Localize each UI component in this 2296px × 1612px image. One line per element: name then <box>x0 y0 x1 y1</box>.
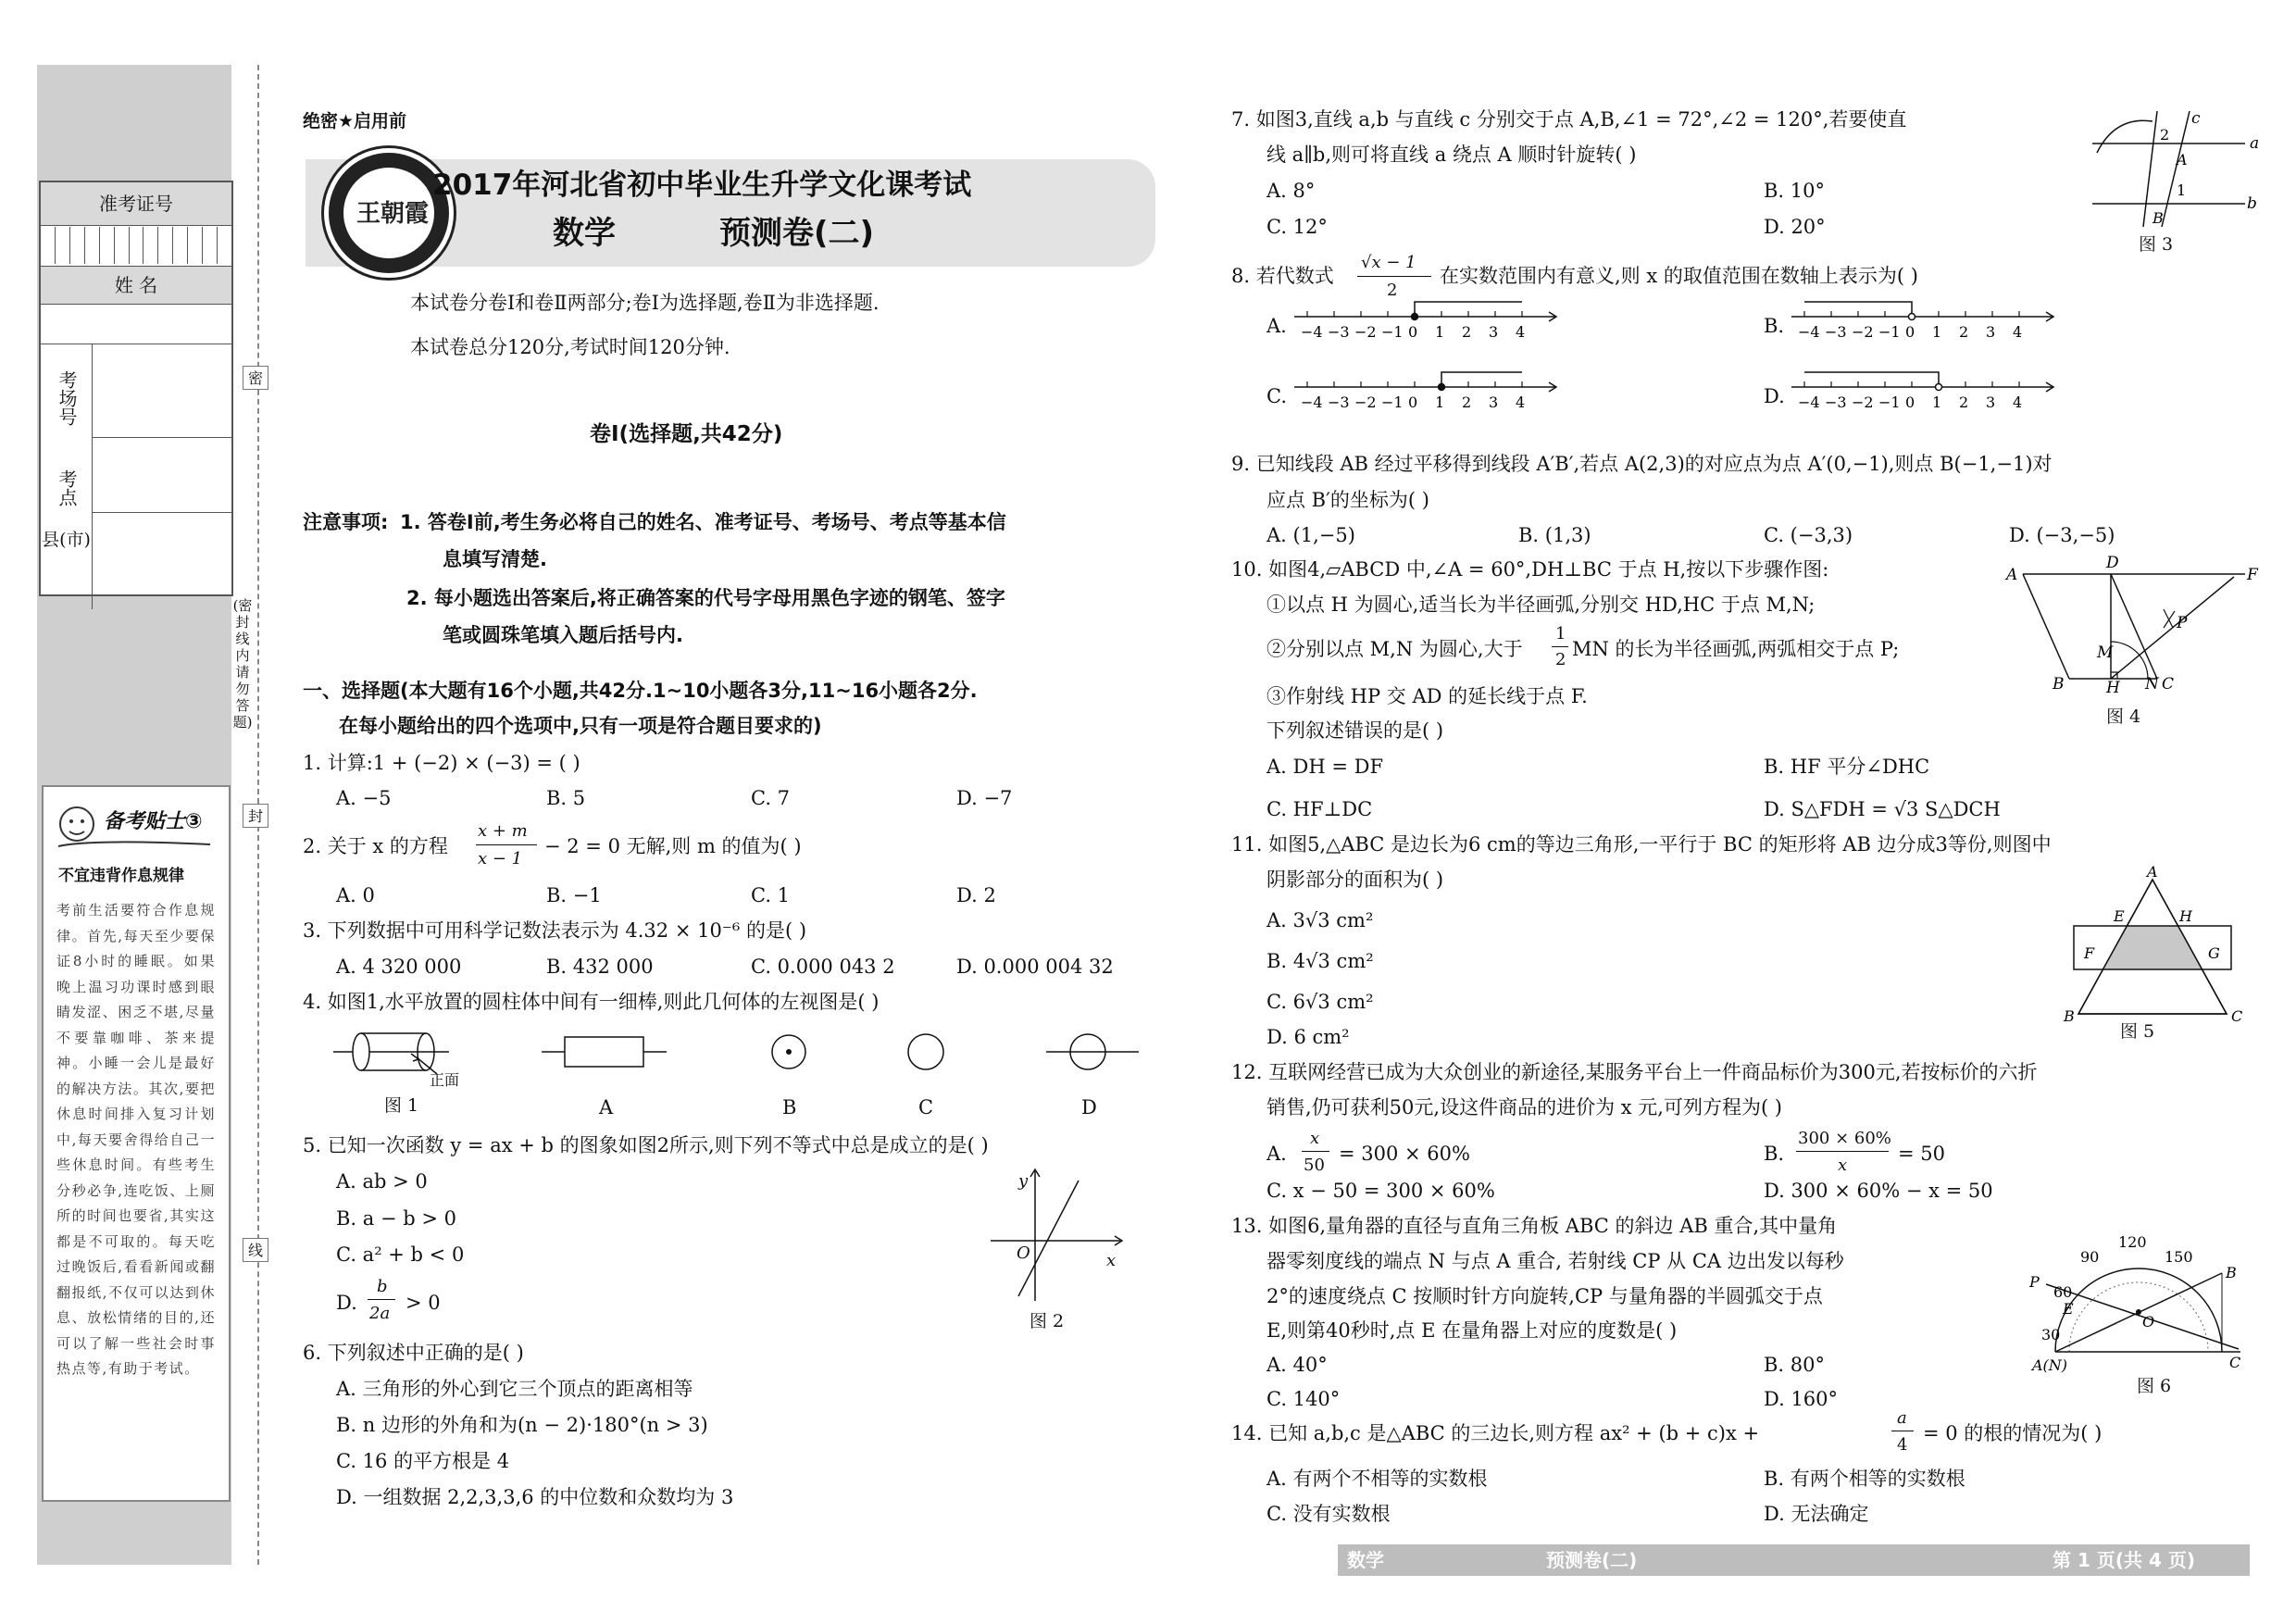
q4-stem: 4. 如图1,水平放置的圆柱体中间有一细棒,则此几何体的左视图是( ) <box>303 991 880 1013</box>
svg-text:A(N): A(N) <box>2032 1356 2068 1374</box>
svg-text:G: G <box>2208 944 2220 962</box>
q10-option-d: D. S△FDH = √3 S△DCH <box>1764 798 2001 820</box>
svg-text:P: P <box>2029 1273 2040 1291</box>
tip-heading: 不宜违背作息规律 <box>58 867 184 885</box>
svg-text:H: H <box>2106 679 2120 693</box>
notice-2b: 笔或圆珠笔填入题后括号内. <box>443 624 683 646</box>
svg-text:E: E <box>2114 907 2125 925</box>
q6-option-b: B. n 边形的外角和为(n − 2)·180°(n > 3) <box>336 1414 708 1436</box>
q11-option-d: D. 6 cm² <box>1267 1026 1350 1048</box>
site-field[interactable] <box>93 438 231 513</box>
q3-option-c: C. 0.000 043 2 <box>751 956 895 978</box>
number-line-tick-label: 3 <box>1489 394 1499 411</box>
svg-text:B: B <box>2053 675 2065 693</box>
q7-stem-1: 7. 如图3,直线 a,b 与直线 c 分别交于点 A,B,∠1 = 72°,∠2 = 120°,若要使直 <box>1231 108 1907 131</box>
intro-line-1: 本试卷分卷Ⅰ和卷Ⅱ两部分;卷Ⅰ为选择题,卷Ⅱ为非选择题. <box>410 292 880 314</box>
q7-figure-3 <box>2088 106 2259 236</box>
footer-paper: 预测卷(二) <box>1546 1549 1638 1571</box>
number-line-tick-label: 4 <box>1516 394 1526 411</box>
number-line-tick-label: −1 <box>1878 323 1901 341</box>
svg-text:90: 90 <box>2080 1248 2100 1266</box>
name-label: 姓 名 <box>41 266 231 305</box>
svg-text:H: H <box>2179 907 2192 925</box>
q3-option-b: B. 432 000 <box>546 956 654 978</box>
svg-text:A: A <box>2147 866 2158 881</box>
q13-figure-6 <box>2028 1208 2250 1380</box>
q5-d-den: 2a <box>369 1304 391 1323</box>
number-line-tick-label: 2 <box>1462 394 1472 411</box>
number-line-tick-label: 1 <box>1435 323 1445 341</box>
q5-axis-x: x <box>1106 1251 1117 1270</box>
q10-step-2-post: MN 的长为半径画弧,两弧相交于点 P; <box>1572 638 1900 660</box>
q2-option-a: A. 0 <box>336 884 375 906</box>
number-line-tick-label: 1 <box>1932 323 1942 341</box>
q9-stem-2: 应点 B′的坐标为( ) <box>1267 489 1429 511</box>
tip-title: 备考贴士③ <box>104 810 203 833</box>
notice-1a: 1. 答卷Ⅰ前,考生务必将自己的姓名、准考证号、考场号、考点等基本信 <box>400 511 1006 533</box>
q12-option-a-post: = 300 × 60% <box>1339 1143 1470 1165</box>
q14-stem-pre: 14. 已知 a,b,c 是△ABC 的三边长,则方程 ax² + (b + c)x + <box>1231 1422 1760 1444</box>
admission-label: 准考证号 <box>41 182 231 226</box>
number-line-tick-label: 0 <box>1905 323 1915 341</box>
q13-stem-3: 2°的速度绕点 C 按顺时针方向旋转,CP 与量角器的半圆弧交于点 <box>1267 1285 1823 1307</box>
number-line-tick-label: 1 <box>1435 394 1445 411</box>
seal-feng: 封 <box>243 804 268 828</box>
svg-text:B: B <box>2064 1007 2075 1023</box>
section-title: 卷Ⅰ(选择题,共42分) <box>590 422 783 446</box>
q5-d-num: b <box>377 1277 388 1296</box>
svg-text:B: B <box>2152 209 2164 227</box>
number-line-tick-label: 4 <box>1516 323 1526 341</box>
q8-option-a: A. <box>1267 315 1287 337</box>
q5-option-d-post: > 0 <box>406 1292 441 1314</box>
svg-text:1: 1 <box>2177 181 2187 199</box>
q4-fig-label: 图 1 <box>384 1095 419 1116</box>
q8-number-line-b <box>1791 298 2060 354</box>
q11-stem-1: 11. 如图5,△ABC 是边长为6 cm的等边三角形,一平行于 BC 的矩形将 AB 边分成3等份,则图中 <box>1231 833 2052 856</box>
q12-b-bar <box>1796 1151 1889 1152</box>
number-line-tick-label: −1 <box>1381 323 1404 341</box>
svg-text:F: F <box>2247 566 2258 584</box>
q10-frac-num: 1 <box>1555 624 1566 644</box>
number-line-tick-label: 2 <box>1462 323 1472 341</box>
q13-option-c: C. 140° <box>1267 1388 1341 1410</box>
q11-fig-label: 图 5 <box>2120 1021 2155 1042</box>
q13-stem-4: E,则第40秒时,点 E 在量角器上对应的度数是( ) <box>1267 1319 1678 1342</box>
q6-option-d: D. 一组数据 2,2,3,3,6 的中位数和众数均为 3 <box>336 1486 734 1508</box>
q4-front-label: 正面 <box>430 1071 460 1089</box>
q13-option-a: A. 40° <box>1267 1354 1328 1376</box>
q4-option-a: A <box>599 1096 614 1118</box>
q14-frac-den: 4 <box>1897 1435 1908 1455</box>
svg-text:C: C <box>2162 675 2175 693</box>
q5-option-c: C. a² + b < 0 <box>336 1243 465 1266</box>
q14-option-d: D. 无法确定 <box>1764 1503 1869 1525</box>
q2-option-c: C. 1 <box>751 884 791 906</box>
q8-number-line-c <box>1294 369 1563 424</box>
q11-figure-5 <box>2060 866 2245 1023</box>
svg-text:A: A <box>2006 566 2018 584</box>
q1-option-d: D. −7 <box>956 787 1013 809</box>
q12-b-den: x <box>1838 1156 1848 1175</box>
q8-frac-den: 2 <box>1387 281 1398 300</box>
q9-option-a: A. (1,−5) <box>1267 524 1355 546</box>
q11-option-c: C. 6√3 cm² <box>1267 991 1374 1013</box>
q8-frac-bar <box>1357 276 1431 277</box>
q12-b-num: 300 × 60% <box>1798 1129 1891 1148</box>
q12-stem-1: 12. 互联网经营已成为大众创业的新途径,某服务平台上一件商品标价为300元,若按标价的六折 <box>1231 1061 2038 1083</box>
q8-stem-pre: 8. 若代数式 <box>1231 265 1334 287</box>
page-footer <box>1338 1544 2250 1576</box>
candidate-info-box <box>39 181 233 596</box>
q5-option-d-pre: D. <box>336 1292 357 1314</box>
q10-fig-label: 图 4 <box>2106 706 2141 727</box>
q11-option-a: A. 3√3 cm² <box>1267 909 1374 931</box>
number-line-tick-label: 4 <box>2013 394 2023 411</box>
exam-paper: 预测卷(二) <box>719 215 875 252</box>
q2-frac-num: x + m <box>478 821 528 841</box>
admission-number-grid[interactable] <box>41 227 231 264</box>
number-line-tick-label: −1 <box>1878 394 1901 411</box>
q7-option-d: D. 20° <box>1764 216 1826 238</box>
q1-option-c: C. 7 <box>751 787 791 809</box>
county-label: 县(市) <box>41 513 93 609</box>
svg-text:C: C <box>2231 1007 2243 1023</box>
q5-d-bar <box>368 1299 395 1300</box>
q12-a-num: x <box>1310 1129 1320 1148</box>
q9-option-d: D. (−3,−5) <box>2009 524 2115 546</box>
footer-subject: 数学 <box>1347 1549 1384 1571</box>
svg-text:B: B <box>2226 1264 2237 1281</box>
q10-step-3: ③作射线 HP 交 AD 的延长线于点 F. <box>1267 685 1588 707</box>
part1-line-b: 在每小题给出的四个选项中,只有一项是符合题目要求的) <box>339 715 822 737</box>
svg-text:N: N <box>2145 675 2159 693</box>
number-line-tick-label: −4 <box>1798 394 1820 411</box>
q14-option-c: C. 没有实数根 <box>1267 1503 1391 1525</box>
number-line-tick-label: 3 <box>1489 323 1499 341</box>
svg-text:a: a <box>2250 134 2259 153</box>
q7-stem-2: 线 a∥b,则可将直线 a 绕点 A 顺时针旋转( ) <box>1267 144 1637 166</box>
q4-option-d: D <box>1081 1096 1097 1118</box>
q13-fig-label: 图 6 <box>2137 1376 2172 1396</box>
q14-frac-num: a <box>1897 1408 1907 1428</box>
q1-option-a: A. −5 <box>336 787 392 809</box>
svg-text:F: F <box>2084 944 2095 962</box>
svg-text:60: 60 <box>2053 1283 2073 1301</box>
number-line-tick-label: 1 <box>1932 394 1942 411</box>
q8-option-d: D. <box>1764 385 1785 407</box>
q5-figure-2 <box>981 1162 1129 1310</box>
intro-line-2: 本试卷总分120分,考试时间120分钟. <box>410 336 730 358</box>
number-line-tick-label: −3 <box>1825 323 1847 341</box>
q5-origin: O <box>1017 1243 1030 1263</box>
q7-option-a: A. 8° <box>1267 180 1316 202</box>
q13-option-d: D. 160° <box>1764 1388 1839 1410</box>
q12-a-bar <box>1302 1151 1329 1152</box>
q7-option-c: C. 12° <box>1267 216 1328 238</box>
q12-option-b-post: = 50 <box>1898 1143 1945 1165</box>
seal-mi: 密 <box>243 366 268 390</box>
number-line-tick-label: −4 <box>1301 323 1323 341</box>
q11-option-b: B. 4√3 cm² <box>1267 950 1374 972</box>
number-line-tick-label: 0 <box>1408 394 1418 411</box>
q8-option-c: C. <box>1267 385 1287 407</box>
room-field[interactable] <box>93 344 231 438</box>
q10-option-b: B. HF 平分∠DHC <box>1764 756 1930 778</box>
q4-option-c-figure <box>908 1034 943 1069</box>
q3-stem: 3. 下列数据中可用科学记数法表示为 4.32 × 10⁻⁶ 的是( ) <box>303 919 807 942</box>
q13-stem-2: 器零刻度线的端点 N 与点 A 重合, 若射线 CP 从 CA 边出发以每秒 <box>1267 1250 1844 1272</box>
q5-option-a: A. ab > 0 <box>336 1170 428 1193</box>
svg-text:2: 2 <box>2160 126 2170 144</box>
number-line-tick-label: 3 <box>1986 323 1996 341</box>
q3-option-a: A. 4 320 000 <box>336 956 462 978</box>
number-line-tick-label: −1 <box>1381 394 1404 411</box>
q3-option-d: D. 0.000 004 32 <box>956 956 1114 978</box>
notice-2a: 2. 每小题选出答案后,将正确答案的代号字母用黑色字迹的钢笔、签字 <box>406 587 1005 609</box>
notice-1b: 息填写清楚. <box>443 548 547 570</box>
svg-text:150: 150 <box>2165 1248 2193 1266</box>
q10-option-c: C. HF⊥DC <box>1267 798 1373 820</box>
q8-frac-num: √x − 1 <box>1361 253 1416 272</box>
svg-text:C: C <box>2229 1354 2241 1371</box>
number-line-tick-label: −4 <box>1301 394 1323 411</box>
q8-option-b: B. <box>1764 315 1785 337</box>
q10-option-a: A. DH = DF <box>1267 756 1384 778</box>
q13-stem-1: 13. 如图6,量角器的直径与直角三角板 ABC 的斜边 AB 重合,其中量角 <box>1231 1215 1838 1237</box>
footer-page: 第 1 页(共 4 页) <box>2053 1549 2195 1571</box>
number-line-tick-label: 2 <box>1959 323 1969 341</box>
secret-label: 绝密★启用前 <box>303 111 407 131</box>
q8-stem-post: 在实数范围内有意义,则 x 的取值范围在数轴上表示为( ) <box>1440 265 1918 287</box>
q10-step-1: ①以点 H 为圆心,适当长为半径画弧,分别交 HD,HC 于点 M,N; <box>1267 594 1816 616</box>
q6-stem: 6. 下列叙述中正确的是( ) <box>303 1342 524 1364</box>
q1-stem: 1. 计算:1 + (−2) × (−3) = ( ) <box>303 752 580 774</box>
room-label: 考场号 <box>41 344 93 444</box>
q12-option-c: C. x − 50 = 300 × 60% <box>1267 1180 1495 1202</box>
q6-option-c: C. 16 的平方根是 4 <box>336 1450 510 1472</box>
number-line-tick-label: −4 <box>1798 323 1820 341</box>
q8-number-line-a <box>1294 298 1563 354</box>
svg-text:30: 30 <box>2041 1326 2061 1343</box>
q2-stem-post: − 2 = 0 无解,则 m 的值为( ) <box>544 835 802 857</box>
q10-frac-den: 2 <box>1555 650 1566 669</box>
publisher-logo <box>324 148 454 278</box>
q10-stem: 10. 如图4,▱ABCD 中,∠A = 60°,DH⊥BC 于点 H,按以下步骤作图: <box>1231 558 1829 581</box>
svg-text:120: 120 <box>2118 1233 2147 1251</box>
q6-option-a: A. 三角形的外心到它三个顶点的距离相等 <box>336 1378 693 1400</box>
q5-axis-y: y <box>1018 1171 1029 1191</box>
q12-stem-2: 销售,仍可获利50元,设这件商品的进价为 x 元,可列方程为( ) <box>1267 1096 1783 1118</box>
svg-text:M: M <box>2097 644 2114 662</box>
number-line-tick-label: 2 <box>1959 394 1969 411</box>
svg-text:D: D <box>2106 554 2119 572</box>
logo-text: 王朝霞 <box>356 200 430 228</box>
q10-step-2-pre: ②分别以点 M,N 为圆心,大于 <box>1267 638 1523 660</box>
exam-title: 2017年河北省初中毕业生升学文化课考试 <box>432 169 972 202</box>
q4-option-b-figure <box>772 1035 805 1068</box>
q11-stem-2: 阴影部分的面积为( ) <box>1267 868 1444 891</box>
q2-frac-den: x − 1 <box>478 849 523 868</box>
q12-option-d: D. 300 × 60% − x = 50 <box>1764 1180 1993 1202</box>
q4-option-b: B <box>782 1096 797 1118</box>
svg-text:P: P <box>2177 614 2188 632</box>
q1-option-b: B. 5 <box>546 787 586 809</box>
number-line-tick-label: 0 <box>1905 394 1915 411</box>
number-line-tick-label: −3 <box>1825 394 1847 411</box>
q10-ask: 下列叙述错误的是( ) <box>1267 719 1444 742</box>
exam-tip-box <box>42 785 231 1502</box>
q12-a-den: 50 <box>1304 1156 1325 1175</box>
q9-option-b: B. (1,3) <box>1518 524 1591 546</box>
q4-option-a-figure <box>542 1037 667 1067</box>
q5-stem: 5. 已知一次函数 y = ax + b 的图象如图2所示,则下列不等式中总是成立的是( ) <box>303 1134 989 1156</box>
number-line-tick-label: 3 <box>1986 394 1996 411</box>
part1-line-a: 一、选择题(本大题有16个小题,共42分.1~10小题各3分,11~16小题各2分. <box>303 680 978 702</box>
number-line-tick-label: −2 <box>1354 394 1377 411</box>
q2-option-b: B. −1 <box>546 884 602 906</box>
q10-figure-4 <box>2004 554 2259 693</box>
q7-fig-label: 图 3 <box>2139 234 2174 255</box>
q14-option-b: B. 有两个相等的实数根 <box>1764 1468 1965 1490</box>
number-line-tick-label: −2 <box>1354 323 1377 341</box>
exam-subject: 数学 <box>553 215 616 252</box>
notice-label: 注意事项: <box>303 511 389 533</box>
site-label: 考点 <box>41 438 93 525</box>
q2-frac-bar <box>476 844 537 845</box>
seal-xian: 线 <box>243 1238 268 1262</box>
number-line-tick-label: −3 <box>1328 323 1350 341</box>
tip-text: 考前生活要符合作息规律。首先,每天至少要保证8小时的睡眠。如果晚上温习功课时感到眼睛发涩、困乏不堪,尽量不要靠咖啡、茶来提神。小睡一会儿是最好的解决方法。其次,要把休息时间排入复习计划中,每天要舍得给自己一些休息时间。有些考生分秒必争,连吃饭、上厕所的时间也要省,其实这都是不可取的。每天吃过晚饭后,看看新闻或翻翻报纸,不仅可以达到休息、放松情绪的目的,还可以了解一些社会时事热点等,有助于考试。 <box>56 902 216 1377</box>
q7-option-b: B. 10° <box>1764 180 1826 202</box>
q9-stem-1: 9. 已知线段 AB 经过平移得到线段 A′B′,若点 A(2,3)的对应点为点 A′(0,−1),则点 B(−1,−1)对 <box>1231 453 2053 475</box>
q13-option-b: B. 80° <box>1764 1354 1826 1376</box>
number-line-tick-label: −3 <box>1328 394 1350 411</box>
q14-option-a: A. 有两个不相等的实数根 <box>1267 1468 1488 1490</box>
svg-text:A: A <box>2177 151 2188 169</box>
q2-option-d: D. 2 <box>956 884 996 906</box>
q14-stem-post: = 0 的根的情况为( ) <box>1923 1422 2103 1444</box>
svg-text:O: O <box>2142 1313 2155 1331</box>
svg-text:E: E <box>2063 1300 2074 1318</box>
q5-option-b: B. a − b > 0 <box>336 1207 456 1230</box>
q2-stem-pre: 2. 关于 x 的方程 <box>303 835 448 857</box>
q4-option-c: C <box>918 1096 934 1118</box>
q12-option-b-pre: B. <box>1764 1143 1785 1165</box>
q9-option-c: C. (−3,3) <box>1764 524 1853 546</box>
number-line-tick-label: 0 <box>1408 323 1418 341</box>
svg-text:b: b <box>2247 194 2257 213</box>
q5-fig-label: 图 2 <box>1029 1311 1065 1331</box>
name-field[interactable] <box>41 305 231 344</box>
seal-note: (密封线内请勿答题) <box>232 597 253 731</box>
q12-option-a-pre: A. <box>1267 1143 1287 1165</box>
q8-number-line-d <box>1791 369 2060 424</box>
number-line-tick-label: −2 <box>1852 323 1874 341</box>
q4-option-d-figure <box>1046 1034 1139 1069</box>
svg-text:c: c <box>2191 109 2201 128</box>
number-line-tick-label: −2 <box>1852 394 1874 411</box>
number-line-tick-label: 4 <box>2013 323 2023 341</box>
